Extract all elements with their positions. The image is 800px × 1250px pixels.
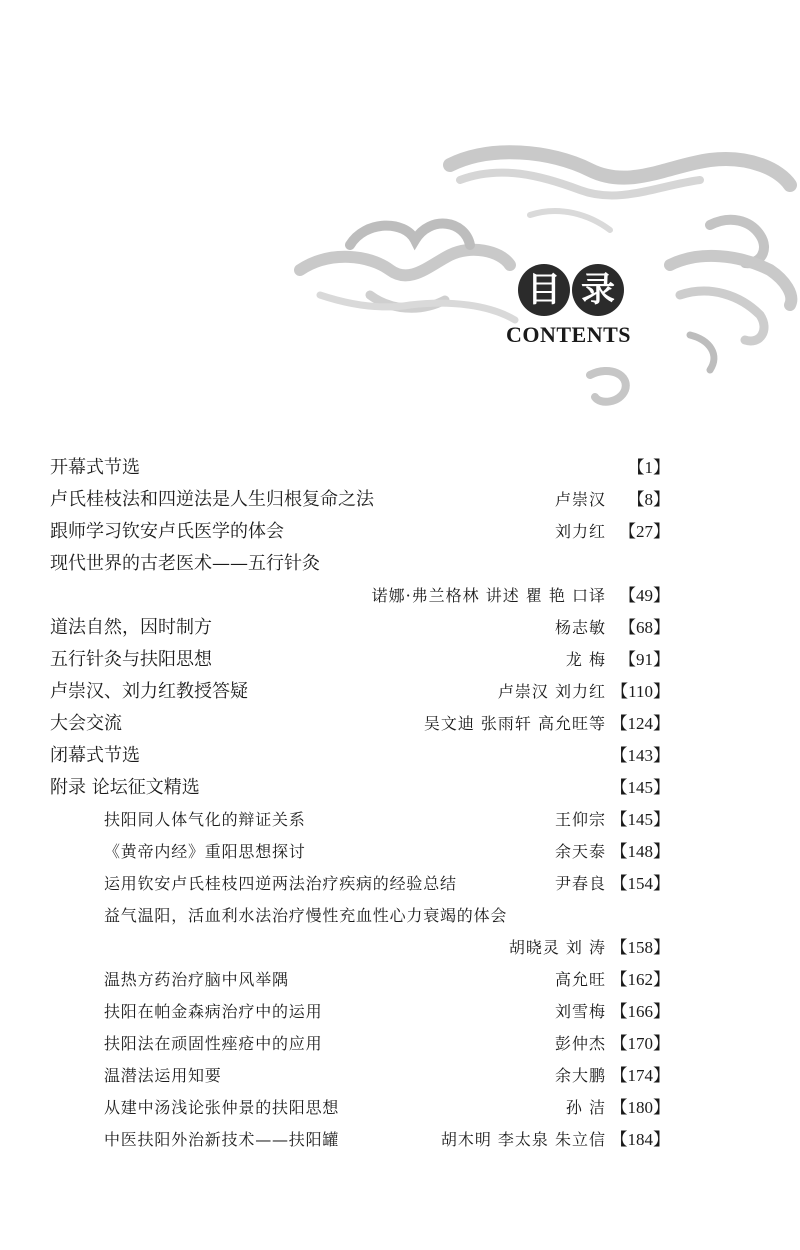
toc-entry[interactable]	[50, 548, 670, 580]
toc-sub-entry[interactable]	[50, 1028, 670, 1060]
entry-title: 五行针灸与扶阳思想	[50, 649, 212, 670]
toc-entry[interactable]	[50, 676, 670, 708]
entry-title: 运用钦安卢氏桂枝四逆两法治疗疾病的经验总结	[104, 874, 457, 893]
toc-entry[interactable]	[50, 452, 670, 484]
entry-title: 中医扶阳外治新技术——扶阳罐	[104, 1130, 340, 1149]
entry-page: 【 145 】	[610, 804, 670, 836]
entry-page: 【 110 】	[610, 676, 670, 708]
entry-author: 卢崇汉 刘力红	[497, 682, 606, 701]
contents-subtitle: CONTENTS	[506, 322, 632, 347]
toc-entry[interactable]	[50, 708, 670, 740]
entry-author: 彭仲杰	[554, 1034, 606, 1053]
entry-title: 大会交流	[50, 713, 122, 734]
entry-title: 卢崇汉、刘力红教授答疑	[50, 681, 248, 702]
entry-page: 【 124 】	[610, 708, 670, 740]
toc-sub-entry[interactable]	[50, 996, 670, 1028]
entry-page: 【 154 】	[610, 868, 670, 900]
entry-author: 刘雪梅	[554, 1002, 606, 1021]
entry-author: 杨志敏	[554, 618, 606, 637]
entry-author: 诺娜·弗兰格林 讲述 瞿 艳 口译	[371, 586, 606, 605]
entry-author: 龙 梅	[565, 650, 606, 669]
entry-page: 【 162 】	[610, 964, 670, 996]
entry-page: 【 8 】	[610, 484, 670, 516]
entry-title: 道法自然，因时制方	[50, 617, 212, 638]
entry-author: 尹春良	[554, 874, 606, 893]
toc-entry-continuation[interactable]	[50, 580, 670, 612]
entry-title: 《黄帝内经》重阳思想探讨	[104, 842, 306, 861]
entry-page: 【 158 】	[610, 932, 670, 964]
entry-title: 开幕式节选	[50, 457, 140, 478]
entry-title: 跟师学习钦安卢氏医学的体会	[50, 521, 284, 542]
entry-title: 闭幕式节选	[50, 745, 140, 766]
entry-page: 【 1 】	[610, 452, 670, 484]
entry-page: 【 145 】	[610, 772, 670, 804]
entry-title: 温热方药治疗脑中风举隅	[104, 970, 289, 989]
toc-entry[interactable]	[50, 740, 670, 772]
entry-page: 【 170 】	[610, 1028, 670, 1060]
entry-title: 扶阳法在顽固性痤疮中的应用	[104, 1034, 323, 1053]
toc-sub-entry-continuation[interactable]	[50, 932, 670, 964]
entry-title: 现代世界的古老医术——五行针灸	[50, 553, 320, 574]
entry-author: 吴文迪 张雨轩 高允旺等	[423, 714, 606, 733]
toc-sub-entry[interactable]	[50, 964, 670, 996]
entry-title: 卢氏桂枝法和四逆法是人生归根复命之法	[50, 489, 374, 510]
entry-author: 卢崇汉	[554, 490, 606, 509]
entry-author: 胡晓灵 刘 涛	[508, 938, 606, 957]
toc-sub-entry[interactable]	[50, 1060, 670, 1092]
toc-entry[interactable]	[50, 612, 670, 644]
entry-title: 从建中汤浅论张仲景的扶阳思想	[104, 1098, 340, 1117]
title-char-mu: 目	[518, 264, 570, 316]
entry-author: 高允旺	[554, 970, 606, 989]
entry-page: 【 91 】	[610, 644, 670, 676]
entry-page: 【 166 】	[610, 996, 670, 1028]
toc-sub-entry[interactable]	[50, 1092, 670, 1124]
entry-author: 胡木明 李太泉 朱立信	[440, 1130, 606, 1149]
entry-author: 余天泰	[554, 842, 606, 861]
entry-page: 【 148 】	[610, 836, 670, 868]
entry-page: 【 27 】	[610, 516, 670, 548]
entry-title: 扶阳在帕金森病治疗中的运用	[104, 1002, 323, 1021]
table-of-contents	[50, 452, 670, 1156]
entry-title: 益气温阳，活血利水法治疗慢性充血性心力衰竭的体会	[104, 906, 508, 925]
entry-page: 【 180 】	[610, 1092, 670, 1124]
toc-sub-entry[interactable]	[50, 836, 670, 868]
entry-title: 附录 论坛征文精选	[50, 777, 200, 798]
title-char-lu: 录	[572, 264, 624, 316]
entry-page: 【 68 】	[610, 612, 670, 644]
toc-entry[interactable]	[50, 772, 670, 804]
entry-author: 孙 洁	[565, 1098, 606, 1117]
entry-page: 【 184 】	[610, 1124, 670, 1156]
toc-sub-entry[interactable]	[50, 868, 670, 900]
entry-author: 王仰宗	[554, 810, 606, 829]
entry-page: 【 174 】	[610, 1060, 670, 1092]
entry-author: 刘力红	[554, 522, 606, 541]
entry-title: 扶阳同人体气化的辩证关系	[104, 810, 306, 829]
entry-author: 余大鹏	[554, 1066, 606, 1085]
toc-sub-entry[interactable]	[50, 900, 670, 932]
toc-entry[interactable]	[50, 644, 670, 676]
entry-page: 【 143 】	[610, 740, 670, 772]
entry-title: 温潜法运用知要	[104, 1066, 222, 1085]
toc-entry[interactable]	[50, 484, 670, 516]
contents-title	[506, 264, 656, 364]
toc-sub-entry[interactable]	[50, 804, 670, 836]
entry-page: 【 49 】	[610, 580, 670, 612]
toc-sub-entry[interactable]	[50, 1124, 670, 1156]
toc-entry[interactable]	[50, 516, 670, 548]
